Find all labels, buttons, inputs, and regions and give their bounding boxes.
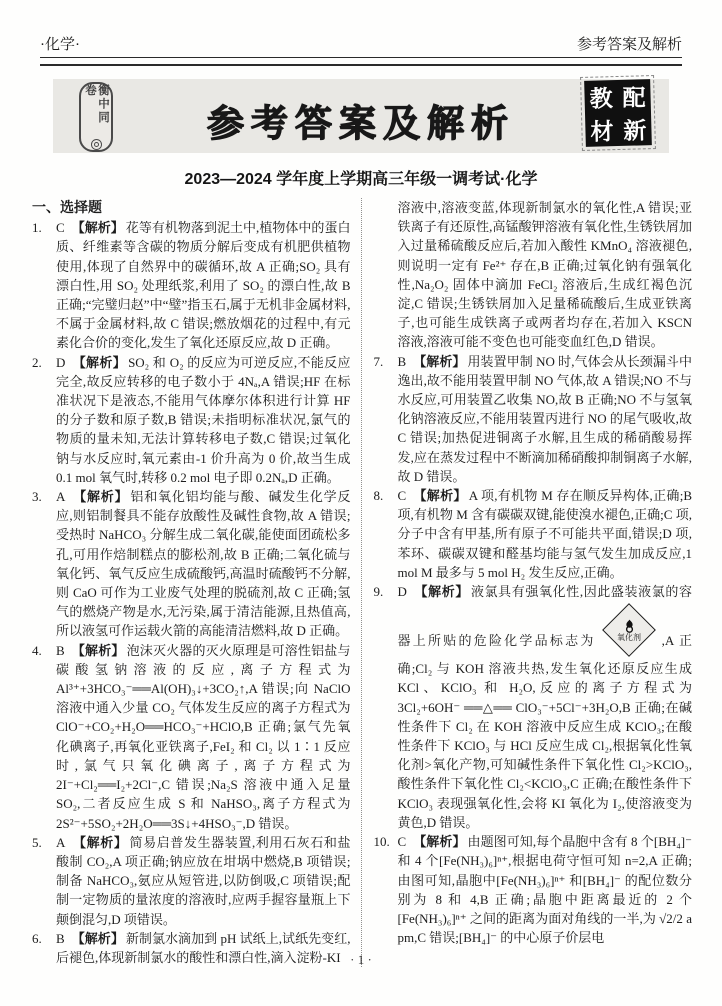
analysis-text: 泡沫灭火器的灭火原理是可溶性铝盐与碳酸氢钠溶液的反应,离子方程式为 Al³⁺+3HCO₃⁻══Al(OH)₃↓+3CO₂↑,A 错误;向 NaClO 溶液中通入少量 CO₂ 气体发生反应的离子方程式为 ClO⁻+CO₂+H₂O══HCO₃⁻+HClO,B 正确;氯气先氧化碘离子,再氧化亚铁离子,FeI₂ 和 Cl₂ 以 1∶1 反应时,氯气只氧化碘离子,离子方程式为 2I⁻+Cl₂══I₂+2Cl⁻,C 错误;Na₂S 溶液中通入足量 SO₂,二者反应生成 S 和 NaHSO₃,离子方程式为 2S²⁻+5SO₂+2H₂O══3S↓+4HSO₃⁻,D 错误。 bbox=[56, 642, 351, 831]
answer-item-9 bbox=[374, 582, 693, 832]
answer-item-10 bbox=[374, 832, 693, 947]
title-banner bbox=[53, 79, 669, 153]
running-head-title: 参考答案及解析 bbox=[576, 37, 682, 53]
analysis-text: 由题图可知,每个晶胞中含有 8 个[BH₄]⁻ 和 4 个[Fe(NH₃)₆]ⁿ⁺,根据电荷守恒可知 n=2,A 正确;由图可知,晶胞中[Fe(NH₃)₆]ⁿ⁺ 和[BH₄]⁻ 的配位数分别为 8 和 4,B 正确;晶胞中距离最近的 2 个[Fe(NH₃)₆]ⁿ⁺ 之间的距离为面对角线的一半,为 √2/2 a pm,C 错误;[BH₄]⁻ 的中心原子价层电 bbox=[397, 834, 692, 946]
answer-item-1 bbox=[32, 218, 351, 352]
analysis-label: 【解析】 bbox=[72, 834, 128, 850]
item-body bbox=[56, 641, 351, 833]
item-number: 5. bbox=[32, 834, 42, 850]
analysis-text: 铝和氧化铝均能与酸、碱发生化学反应,则铝制餐具不能存放酸性及碱性食物,故 A 错误;受热时 NaHCO₃ 分解生成二氧化碳,能使面团疏松多孔,可用作焙制糕点的膨松剂,故 B 正确;二氧化硫与氧化钙、氧气反应生成硫酸钙,高温时硫酸钙不分解,则 CaO 可作为工业废气处理的脱硫剂,故 C 正确;氢气的燃烧产物是水,无污染,属于清洁能源,且热值高,所以液氢可作运载火箭的高能清洁燃料,故 D 正确。 bbox=[56, 489, 351, 639]
hazard-inner bbox=[611, 612, 647, 648]
analysis-text: 简易启普发生器装置,利用石灰石和盐酸制 CO₂,A 项正确;钠应放在坩埚中燃烧,B 项错误;制备 NaHCO₃,氨应从短管进,以防倒吸,C 项错误;配制一定物质的量浓度的溶液时,应两手握容量瓶上下颠倒混匀,D 项错误。 bbox=[56, 834, 351, 927]
analysis-label: 【解析】 bbox=[71, 642, 125, 658]
answer-letter: A bbox=[56, 489, 66, 505]
analysis-label: 【解析】 bbox=[413, 584, 469, 600]
answer-letter: D bbox=[56, 354, 66, 370]
answer-letter: C bbox=[397, 488, 407, 504]
analysis-label: 【解析】 bbox=[413, 834, 466, 850]
item-body bbox=[398, 832, 693, 947]
stamp-char: 材 bbox=[590, 118, 614, 145]
flame-over-circle-icon bbox=[621, 619, 636, 634]
item-body bbox=[56, 833, 351, 929]
analysis-label: 【解析】 bbox=[413, 488, 467, 504]
analysis-label: 【解析】 bbox=[72, 489, 129, 505]
answer-item-7 bbox=[374, 352, 693, 486]
analysis-label: 【解析】 bbox=[413, 353, 466, 369]
page-title: 参考答案及解析 bbox=[207, 103, 515, 144]
item-number: 8. bbox=[373, 488, 384, 504]
page-number: · 1 · bbox=[350, 952, 372, 967]
answer-letter: B bbox=[56, 642, 65, 658]
header-double-rule bbox=[40, 57, 682, 66]
item-number: 10. bbox=[373, 834, 390, 850]
analysis-label: 【解析】 bbox=[71, 220, 124, 236]
analysis-label: 【解析】 bbox=[71, 930, 124, 946]
left-column bbox=[32, 198, 362, 967]
analysis-text: 液氯具有强氧化性,因此盛装液氯的容器上所贴的危险化学品标志为 bbox=[397, 584, 692, 649]
stamp-char: 教 bbox=[589, 85, 613, 112]
item-body bbox=[398, 486, 693, 582]
analysis-text: ,A 正确;Cl₂ 与 KOH 溶液共热,发生氧化还原反应生成 KCl、KClO₃ 和 H₂O,反应的离子方程式为 3Cl₂+6OH⁻ ══△══ ClO₃⁻+5Cl⁻+3H₂O,B 正确;在碱性条件下 Cl₂ 在 KOH 溶液中反应生成 KClO₃;在酸性条件下 KClO₃ 与 HCl 反应生成 Cl₂,根据氧化性氧化剂>氧化产物,可知碱性条件下氧化性 Cl₂>KClO₃,酸性条件下氧化性 Cl₂<KClO₃,C 正确;在酸性条件下 KClO₃ 表现强氧化性,会将 KI 氧化为 I₂,使溶液变为黄色,D 错误。 bbox=[397, 633, 692, 830]
item-body bbox=[56, 353, 351, 487]
item-body bbox=[398, 352, 693, 486]
analysis-text: 用装置甲制 NO 时,气体会从长颈漏斗中逸出,故不能用装置甲制 NO 气体,故 A 错误;NO 不与水反应,可用装置乙收集 NO,故 B 正确;NO 不与氢氧化钠溶液反应,不能用装置丙进行 NO 的尾气吸收,故 C 错误;加热促进铜离子水解,且生成的稀硝酸易挥发,应在蒸发过程中不断滴加稀硝酸抑制铜离子水解,故 D 错误。 bbox=[397, 353, 692, 484]
answer-letter: C bbox=[397, 834, 407, 850]
analysis-text: A 项,有机物 M 存在顺反异构体,正确;B 项,有机物 M 含有碳碳双键,能使溴水褪色,正确;C 项,分子中含有甲基,所有原子不可能共平面,错误;D 项,苯环、碳碳双键和醛基均能与氢气发生加成反应,1 mol M 最多与 5 mol H₂ 发生反应,正确。 bbox=[397, 488, 692, 580]
right-column bbox=[362, 198, 693, 967]
answer-letter: C bbox=[56, 220, 65, 236]
oxidizer-hazard-diamond bbox=[602, 603, 656, 657]
item-number: 9. bbox=[373, 584, 384, 600]
analysis-text: SO₂ 和 O₂ 的反应为可逆反应,不能反应完全,故反应转移的电子数小于 4Nₐ,A 错误;HF 在标准状况下是液态,不能用气体摩尔体积进行计算 HF 的分子数和原子数,B 错误;未指明标准状况,氯气的物质的量未知,无法计算转移电子数,C 错误;过氧化钠与水反应时,氧元素由-1 价升高为 0 价,故当生成 0.1 mol 氧气时,转移 0.2 mol 电子即 0.2Nₐ,D 正确。 bbox=[56, 354, 351, 485]
analysis-text: 新制氯水滴加到 pH 试纸上,试纸先变红,后褪色,体现新制氯水的酸性和漂白性,滴入淀粉-KI bbox=[56, 930, 351, 965]
item-body bbox=[56, 218, 351, 352]
exam-subtitle: 2023—2024 学年度上学期高三年级一调考试·化学 bbox=[184, 171, 538, 188]
analysis-label: 【解析】 bbox=[72, 354, 127, 370]
answer-item-5 bbox=[32, 833, 351, 929]
item-body bbox=[398, 582, 693, 832]
seal-text: 衡中同卷 bbox=[84, 84, 109, 125]
answer-item-2 bbox=[32, 353, 351, 487]
item-number: 7. bbox=[373, 353, 384, 369]
item-number: 4. bbox=[32, 642, 42, 658]
item-number: 1. bbox=[32, 220, 42, 236]
answer-columns bbox=[32, 198, 692, 967]
running-head-subject: ·化学· bbox=[40, 37, 80, 53]
stamp-char: 配 bbox=[622, 84, 646, 111]
answer-letter: B bbox=[397, 353, 407, 369]
running-head bbox=[0, 0, 722, 57]
answer-item-4 bbox=[32, 641, 351, 833]
stamp-char: 新 bbox=[623, 117, 647, 144]
item-6-continuation: 溶液中,溶液变蓝,体现新制氯水的氧化性,A 错误;亚铁离子有还原性,高锰酸钾溶液有氧化性,生锈铁屑加入过量稀硫酸反应后,若加入酸性 KMnO₄ 溶液褪色,则说明一定有 Fe²⁺ 存在,B 正确;过氧化钠有强氧化性,Na₂O₂ 固体中滴加 FeCl₂ 溶液后,生成红褐色沉淀,C 错误;生锈铁屑加入足量稀硫酸后,生成亚铁离子,也可能生成铁离子或两者均存在,若加入 KSCN 溶液,溶液可能不变色也可能变血红色,D 错误。 bbox=[397, 200, 692, 350]
answer-item-8 bbox=[374, 486, 693, 582]
answer-letter: B bbox=[56, 930, 65, 946]
item-number: 2. bbox=[32, 354, 42, 370]
item-number: 3. bbox=[32, 489, 42, 505]
answer-item-3 bbox=[32, 487, 351, 641]
section-title: 一、选择题 bbox=[32, 199, 102, 215]
answer-letter: D bbox=[397, 584, 407, 600]
answer-letter: A bbox=[56, 834, 66, 850]
item-body bbox=[56, 487, 351, 641]
item-number: 6. bbox=[32, 930, 42, 946]
hazard-caption: 氧化剂 bbox=[616, 632, 641, 642]
analysis-text: 花等有机物落到泥土中,植物体中的蛋白质、纤维素等含碳的物质分解后变成有机肥供植物使用,体现了自然界中的碳循环,故 A 正确;SO₂ 具有漂白性,用 SO₂ 处理纸浆,利用了 SO₂ 的漂白性,故 B 正确;“完璧归赵”中“璧”指玉石,属于无机非金属材料,不属于金属材料,故 C 错误;燃放烟花的过程中,有元素化合价的变化,发生了氧化还原反应,故 D 正确。 bbox=[56, 220, 351, 351]
new-textbook-stamp bbox=[584, 79, 652, 147]
